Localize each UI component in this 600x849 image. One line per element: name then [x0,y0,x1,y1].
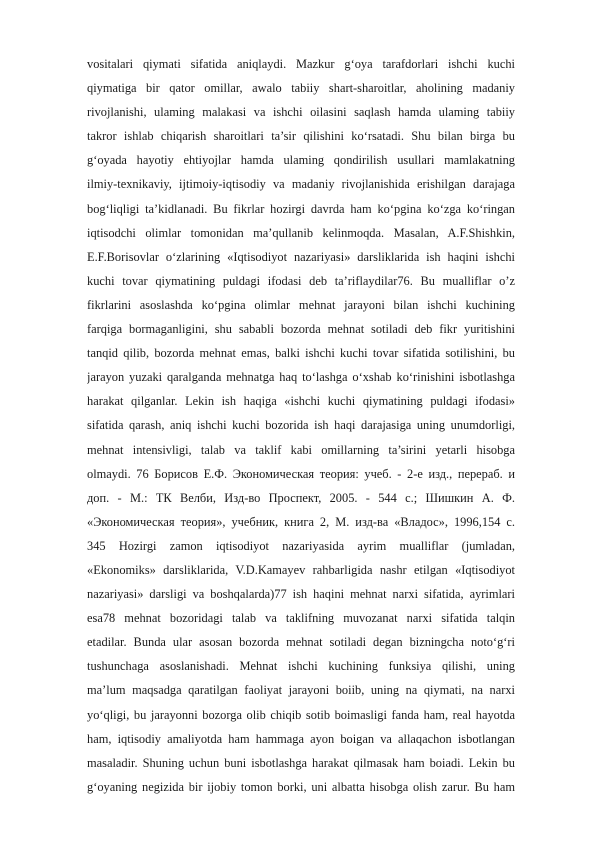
text-line: kuchi tovar qiymatining puldagi ifodasi deb ta’riflaydilar76. Bu mualliflar o’z [87,273,515,288]
text-line: ma’lum maqsadga qaratilgan faoliyat jarayoni boiib, uning na qiymati, na narxi [87,683,515,698]
footnote-line: olmaydi. 76 Борисов Е.Ф. Экономическая теория: учеб. - 2-е изд., перераб. и [87,466,515,481]
text-line: «Ekonomiks» darsliklarida, V.D.Kamayev rahbarligida nashr etilgan «Iqtisodiyot [87,562,515,577]
text-line: nazariyasi» darsligi va boshqalarda)77 ish haqini mehnat narxi sifatida, ayrimlari [87,587,515,602]
text-line: qiymatiga bir qator omillar, awalo tabiiy shart-sharoitlar, aholining madaniy [87,81,515,96]
footnote-line: «Экономическая теория», учебник, книга 2, М. изд-ва «Владос», 1996,154 с. [87,514,515,529]
text-line: tanqid qilib, bozorda mehnat emas, balki ishchi kuchi tovar sifatida sotilishini, bu [87,346,515,361]
text-line: g‘oyaning negizida bir ijobiy tomon borki, uni albatta hisobga olish zarur. Bu ham [87,779,515,794]
text-line: esa78 mehnat bozoridagi talab va taklifning muvozanat narxi sifatida talqin [87,611,515,626]
text-line: masaladir. Shuning uchun buni isbotlashga harakat qilmasak ham boiadi. Lekin bu [87,755,515,770]
text-line: ham, iqtisodiy amaliyotda ham hammaga ayon boigan va allaqachon isbotlangan [87,731,515,746]
text-line: yo‘qligi, bu jarayonni bozorga olib chiqib sotib boimasligi fanda ham, real hayotda [87,707,515,722]
text-line: rivojlanishi, ulaming malakasi va ishchi oilasini saqlash hamda ulaming tabiiy [87,105,515,120]
body-text [87,52,515,799]
text-line: harakat qilganlar. Lekin ish haqiga «ishchi kuchi qiymatining puldagi ifodasi» [87,394,515,409]
footnote-line: доп. - М.: ТК Велби, Изд-во Проспект, 2005. - 544 с.; Шишкин А. Ф. [87,490,515,505]
text-line: sifatida qarash, aniq ishchi kuchi bozorida ish haqi darajasiga uning unumdorligi, [87,418,515,433]
text-line: vositalari qiymati sifatida aniqlaydi. Mazkur g‘oya tarafdorlari ishchi kuchi [87,57,515,71]
text-line: etadilar. Bunda ular asosan bozorda mehnat sotiladi degan bizningcha noto‘g‘ri [87,635,515,650]
text-line: jarayon yuzaki qaralganda mehnatga haq to‘lashga o‘xshab ko‘rinishini isbotlashga [87,370,515,385]
text-line: mehnat intensivligi, talab va taklif kabi omillarning ta’sirini yetarli hisobga [87,442,515,457]
text-line: fikrlarini asoslashda ko‘pgina olimlar mehnat jarayoni bilan ishchi kuchining [87,297,515,312]
text-line: bog‘liqligi ta’kidlanadi. Bu fikrlar hozirgi davrda ham ko‘pgina ko‘zga ko‘ringan [87,201,515,216]
text-line: iqtisodchi olimlar tomonidan ma’qullanib kelinmoqda. Masalan, A.F.Shishkin, [87,225,515,240]
text-line: 345 Hozirgi zamon iqtisodiyot nazariyasida ayrim mualliflar (jumladan, [87,538,515,553]
text-line: g‘oyada hayotiy ehtiyojlar hamda ulaming qondirilish usullari mamlakatning [87,153,515,168]
text-line: farqiga bormaganligini, shu sababli bozorda mehnat sotiladi deb fikr yuritishini [87,322,515,337]
text-line: E.F.Borisovlar o‘zlarining «Iqtisodiyot nazariyasi» darsliklarida ish haqini ishchi [87,249,515,264]
text-line: tushunchaga asoslanishadi. Mehnat ishchi kuchining funksiya qilishi, uning [87,659,515,674]
text-line: ilmiy-texnikaviy, ijtimoiy-iqtisodiy va madaniy rivojlanishida erishilgan darajaga [87,177,515,192]
text-line: takror ishlab chiqarish sharoitlari ta’sir qilishini ko‘rsatadi. Shu bilan birga bu [87,129,515,144]
